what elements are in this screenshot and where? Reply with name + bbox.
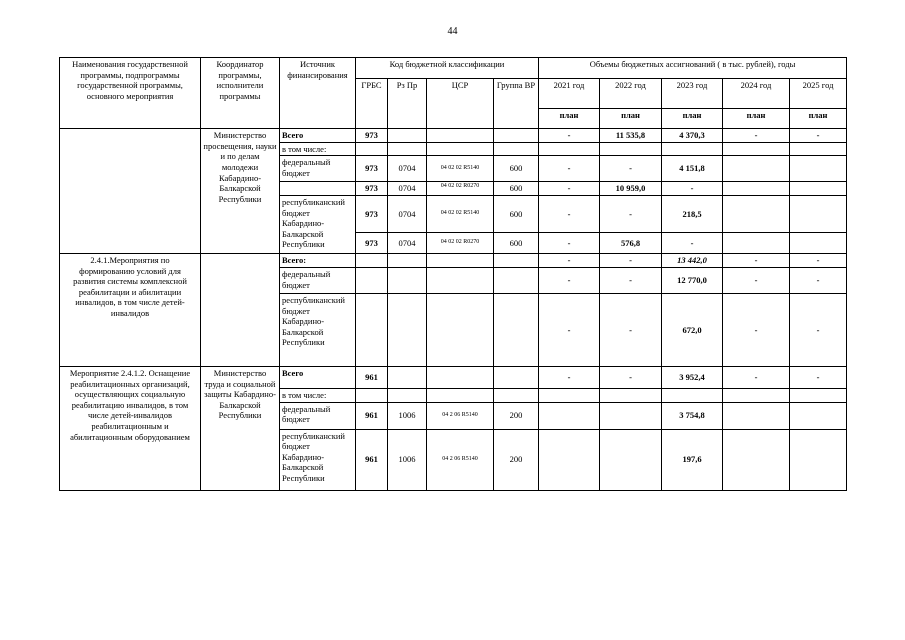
csr-cell xyxy=(427,129,494,143)
value-cell: - xyxy=(539,366,600,388)
value-cell: 197,6 xyxy=(662,429,723,490)
block1-name xyxy=(60,129,201,254)
table-row xyxy=(60,253,847,267)
value-cell: - xyxy=(539,156,600,182)
value-cell: - xyxy=(600,267,662,293)
header-plan: план xyxy=(600,109,662,129)
source-cell: федеральный бюджет xyxy=(280,267,356,293)
value-cell: 11 535,8 xyxy=(600,129,662,143)
vr-cell: 200 xyxy=(494,402,539,429)
grbs-cell: 973 xyxy=(356,182,388,196)
value-cell: - xyxy=(539,195,600,232)
csr-cell: 04 2 06 R5140 xyxy=(427,402,494,429)
header-plan: план xyxy=(723,109,790,129)
source-cell: республиканский бюджет Кабардино-Балкарской Республики xyxy=(280,293,356,366)
header-year: 2025 год xyxy=(790,79,847,109)
header-source: Источник финансирования xyxy=(280,58,356,129)
csr-cell: 04 02 02 R0270 xyxy=(427,182,494,196)
header-plan: план xyxy=(539,109,600,129)
csr-cell: 04 2 06 R5140 xyxy=(427,429,494,490)
value-cell: 576,8 xyxy=(600,232,662,253)
rzpr-cell: 1006 xyxy=(388,429,427,490)
value-cell: - xyxy=(539,253,600,267)
block2-name: 2.4.1.Мероприятия по формированию условий для развития системы комплексной реабилитации и абилитации инвалидов, в том числе детей-инвалидов xyxy=(60,253,201,366)
value-cell: - xyxy=(723,253,790,267)
value-cell: 4 370,3 xyxy=(662,129,723,143)
header-name: Наименования государственной программы, подпрограммы государственной программы, основного мероприятия xyxy=(60,58,201,129)
header-code-group: Код бюджетной классификации xyxy=(356,58,539,79)
value-cell: 13 442,0 xyxy=(662,253,723,267)
value-cell: - xyxy=(539,293,600,366)
value-cell: 12 770,0 xyxy=(662,267,723,293)
value-cell: - xyxy=(723,293,790,366)
value-cell: 218,5 xyxy=(662,195,723,232)
value-cell: - xyxy=(790,253,847,267)
value-cell: - xyxy=(539,182,600,196)
value-cell: - xyxy=(790,366,847,388)
source-cell: федеральный бюджет xyxy=(280,156,356,182)
value-cell: 3 754,8 xyxy=(662,402,723,429)
source-cell: в том числе: xyxy=(280,388,356,402)
grbs-cell: 961 xyxy=(356,366,388,388)
rzpr-cell: 0704 xyxy=(388,232,427,253)
value-cell: 4 151,8 xyxy=(662,156,723,182)
value-cell: 3 952,4 xyxy=(662,366,723,388)
value-cell: - xyxy=(723,267,790,293)
table-row xyxy=(60,366,847,388)
value-cell: - xyxy=(600,253,662,267)
vr-cell: 600 xyxy=(494,182,539,196)
header-row xyxy=(60,58,847,79)
vr-cell: 600 xyxy=(494,156,539,182)
vr-cell xyxy=(494,129,539,143)
header-year: 2021 год xyxy=(539,79,600,109)
rzpr-cell: 0704 xyxy=(388,182,427,196)
source-cell: в том числе: xyxy=(280,142,356,156)
value-cell: - xyxy=(539,232,600,253)
grbs-cell: 961 xyxy=(356,402,388,429)
value-cell: - xyxy=(662,232,723,253)
header-plan: план xyxy=(662,109,723,129)
vr-cell: 600 xyxy=(494,195,539,232)
page-number: 44 xyxy=(447,26,458,37)
header-year: 2022 год xyxy=(600,79,662,109)
value-cell: - xyxy=(790,293,847,366)
value-cell: - xyxy=(790,267,847,293)
rzpr-cell: 0704 xyxy=(388,195,427,232)
value-cell: - xyxy=(600,293,662,366)
value-cell: - xyxy=(662,182,723,196)
rzpr-cell xyxy=(388,129,427,143)
block3-name: Мероприятие 2.4.1.2. Оснащение реабилитационных организаций, осуществляющих социальную реабилитацию инвалидов, в том числе детей-инвалидов реабилитационным и абилитационным оборудованием xyxy=(60,366,201,490)
value-cell: - xyxy=(600,195,662,232)
source-cell: федеральный бюджет xyxy=(280,402,356,429)
csr-cell: 04 02 02 R5140 xyxy=(427,156,494,182)
table-row xyxy=(60,129,847,143)
header-year: 2024 год xyxy=(723,79,790,109)
value-cell: - xyxy=(600,366,662,388)
csr-cell: 04 02 02 R5140 xyxy=(427,195,494,232)
source-cell: Всего xyxy=(280,129,356,143)
header-vr: Группа ВР xyxy=(494,79,539,129)
vr-cell: 200 xyxy=(494,429,539,490)
rzpr-cell: 1006 xyxy=(388,402,427,429)
grbs-cell: 973 xyxy=(356,156,388,182)
budget-table xyxy=(59,57,847,491)
header-plan: план xyxy=(790,109,847,129)
header-coordinator: Координатор программы, исполнители программы xyxy=(201,58,280,129)
value-cell: - xyxy=(539,129,600,143)
source-cell: Всего xyxy=(280,366,356,388)
grbs-cell: 973 xyxy=(356,232,388,253)
header-rzpr: Рз Пр xyxy=(388,79,427,129)
grbs-cell: 973 xyxy=(356,129,388,143)
rzpr-cell: 0704 xyxy=(388,156,427,182)
header-csr: ЦСР xyxy=(427,79,494,129)
header-year: 2023 год xyxy=(662,79,723,109)
csr-cell: 04 02 02 R0270 xyxy=(427,232,494,253)
value-cell: - xyxy=(723,129,790,143)
source-cell: республиканский бюджет Кабардино-Балкарской Республики xyxy=(280,195,356,253)
value-cell: 672,0 xyxy=(662,293,723,366)
block3-coordinator: Министерство труда и социальной защиты Кабардино-Балкарской Республики xyxy=(201,366,280,490)
value-cell: 10 959,0 xyxy=(600,182,662,196)
grbs-cell: 973 xyxy=(356,195,388,232)
block2-coordinator xyxy=(201,253,280,366)
header-grbs: ГРБС xyxy=(356,79,388,129)
value-cell: - xyxy=(790,129,847,143)
grbs-cell: 961 xyxy=(356,429,388,490)
source-cell: республиканский бюджет Кабардино-Балкарской Республики xyxy=(280,429,356,490)
source-cell: Всего: xyxy=(280,253,356,267)
header-volume-group: Объемы бюджетных ассигнований ( в тыс. рублей), годы xyxy=(539,58,847,79)
value-cell: - xyxy=(600,156,662,182)
vr-cell: 600 xyxy=(494,232,539,253)
value-cell: - xyxy=(723,366,790,388)
value-cell: - xyxy=(539,267,600,293)
block1-coordinator: Министерство просвещения, науки и по делам молодежи Кабардино-Балкарской Республики xyxy=(201,129,280,254)
